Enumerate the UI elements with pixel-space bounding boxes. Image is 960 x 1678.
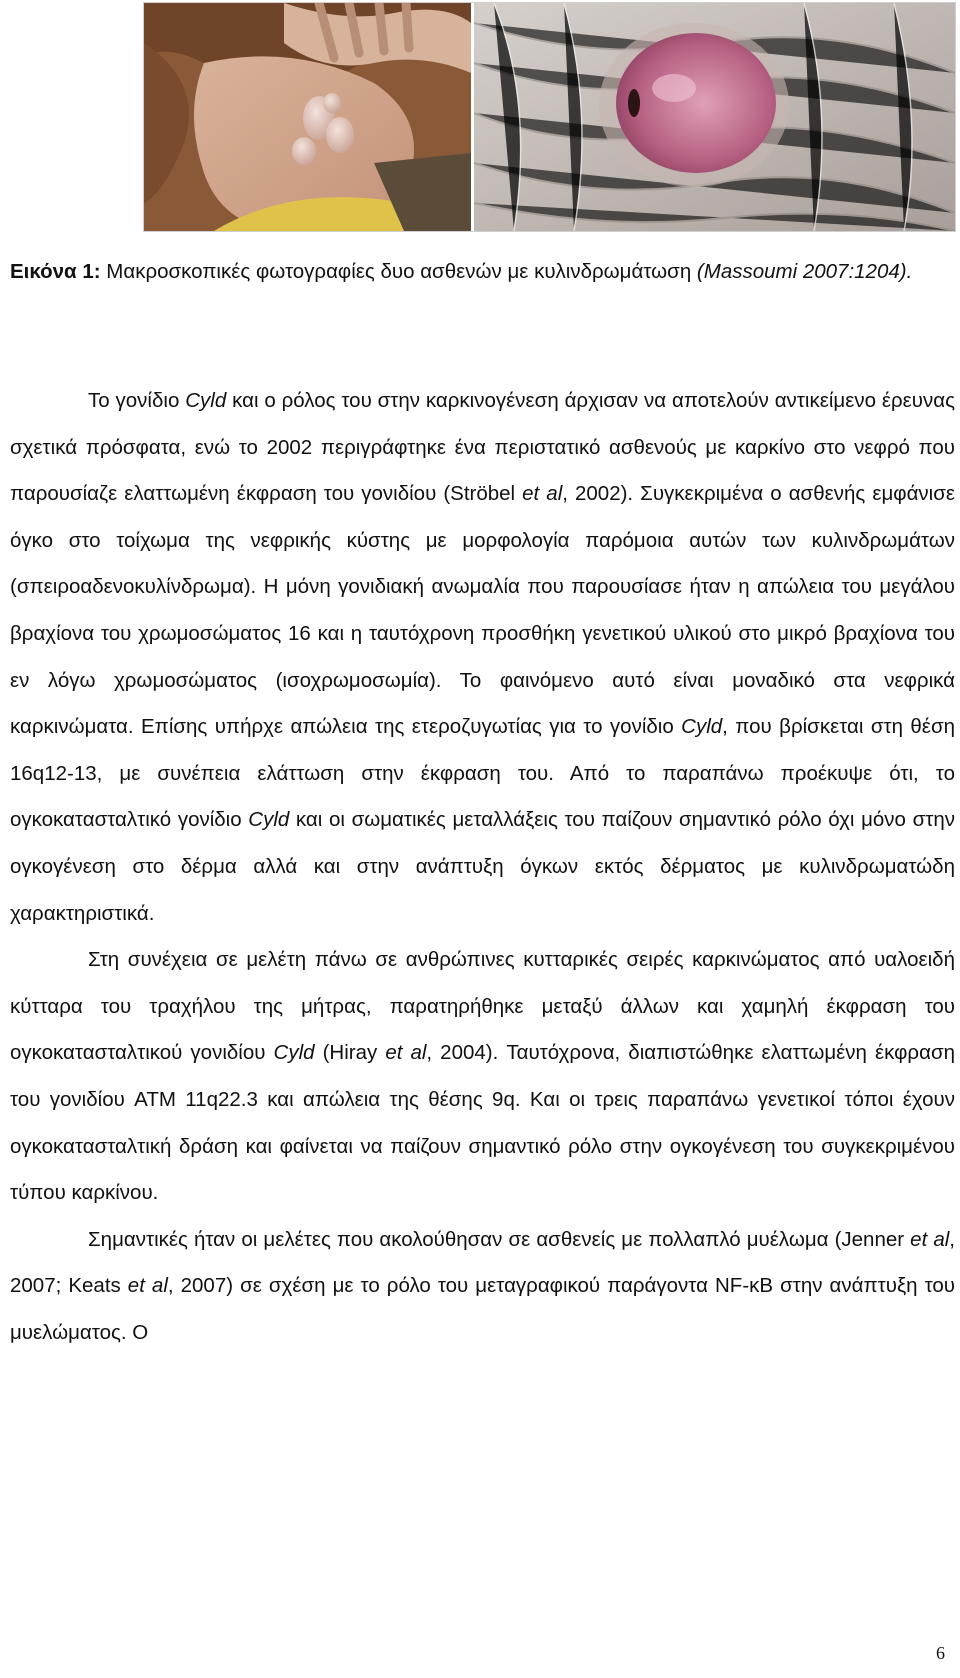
text-segment: και οι σωματικές μεταλλάξεις του παίζουν σημαντικό ρόλο όχι μόνο στην ογκογένεση στο δέρμα αλλά και στην ανάπτυξη όγκων εκτός δέρματος με κυλινδρωματώδη χαρακτηριστικά. — [10, 808, 955, 925]
paragraph-3 — [10, 1217, 955, 1357]
citation-et-al: et al — [910, 1227, 950, 1251]
text-segment: Το γονίδιο — [88, 389, 186, 412]
main-text — [10, 378, 955, 1356]
text-segment: , 2002). Συγκεκριμένα ο ασθενής εμφάνισε όγκο στο τοίχωμα της νεφρικής κύστης με μορφολογία παρόμοια αυτών των κυλινδρωμάτων (σπειροαδενοκυλίνδρωμα). Η μόνη γονιδιακή ανωμαλία που παρουσίασε ήταν η απώλεια του μεγάλου βραχίονα του χρωμοσώματος 16 και η ταυτόχρονη προσθήκη γενετικού υλικού στο μικρό βραχίονα του εν λόγω χρωμοσώματος (ισοχρωμοσωμία). Το φαινόμενο αυτό είναι μοναδικό στα νεφρικά καρκινώματα. Επίσης υπήρχε απώλεια της ετεροζυγωτίας για το γονίδιο — [10, 482, 956, 739]
text-segment: Σημαντικές ήταν οι μελέτες που ακολούθησαν σε ασθενείς με πολλαπλό μυέλωμα (Jenner — [88, 1227, 911, 1251]
photo-patient-nodule — [474, 3, 955, 231]
text-segment: Στη συνέχεια σε μελέτη πάνω σε ανθρώπινες κυτταρικές σειρές καρκινώματος από υαλοειδή κύτταρα του τραχήλου της μήτρας, παρατηρήθηκε μεταξύ άλλων και χαμηλή έκφραση του ογκοκατασταλτικού γονιδίου — [10, 948, 955, 1065]
text-segment: , 2007; Keats — [10, 1227, 955, 1298]
citation-et-al: et al — [385, 1041, 427, 1065]
text-segment: , 2004). Ταυτόχρονα, διαπιστώθηκε ελαττωμένη έκφραση του γονιδίου ATM 11q22.3 και απώλεια της θέσης 9q. Και οι τρεις παραπάνω γενετικοί τόποι έχουν ογκοκατασταλτική δράση και φαίνεται να παίζουν σημαντικό ρόλο στην ογκογένεση του συγκεκριμένου τύπου καρκίνου. — [10, 1041, 956, 1205]
figure-caption — [10, 255, 955, 289]
citation-et-al: et al — [522, 482, 563, 506]
nodule-illustration — [474, 3, 955, 231]
figure-photographs — [143, 2, 956, 232]
photo-patient-scalp-tumors — [144, 3, 474, 231]
paragraph-2 — [10, 937, 955, 1217]
citation-et-al: et al — [127, 1274, 168, 1298]
gene-name: Cyld — [681, 715, 723, 739]
caption-label: Εικόνα 1: — [10, 260, 101, 283]
page-number: 6 — [936, 1643, 945, 1663]
text-segment: (Hiray — [314, 1041, 386, 1065]
text-segment: , 2007) σε σχέση με το ρόλο του μεταγραφικού παράγοντα NF-κB στην ανάπτυξη του μυελώματος. Ο — [10, 1274, 955, 1344]
caption-text: Μακροσκοπικές φωτογραφίες δυο ασθενών με κυλινδρωμάτωση — [100, 260, 697, 283]
scalp-tumors-illustration — [144, 3, 471, 231]
paragraph-1 — [10, 378, 955, 937]
text-segment: και ο ρόλος του στην καρκινογένεση άρχισαν να αποτελούν αντικείμενο έρευνας σχετικά πρόσφατα, ενώ το 2002 περιγράφτηκε ένα περιστατικό ασθενούς με καρκίνο στο νεφρό που παρουσίαζε ελαττωμένη έκφραση του γονιδίου (Ströbel — [10, 389, 955, 506]
gene-name: Cyld — [248, 808, 290, 832]
gene-name: Cyld — [273, 1041, 315, 1065]
gene-name: Cyld — [185, 389, 227, 412]
text-segment: , που βρίσκεται στη θέση 16q12-13, με συνέπεια ελάττωση στην έκφραση του. Από το παραπάνω προέκυψε ότι, το ογκοκατασταλτικό γονίδιο — [10, 715, 955, 832]
caption-citation: (Massoumi 2007:1204). — [696, 260, 913, 283]
